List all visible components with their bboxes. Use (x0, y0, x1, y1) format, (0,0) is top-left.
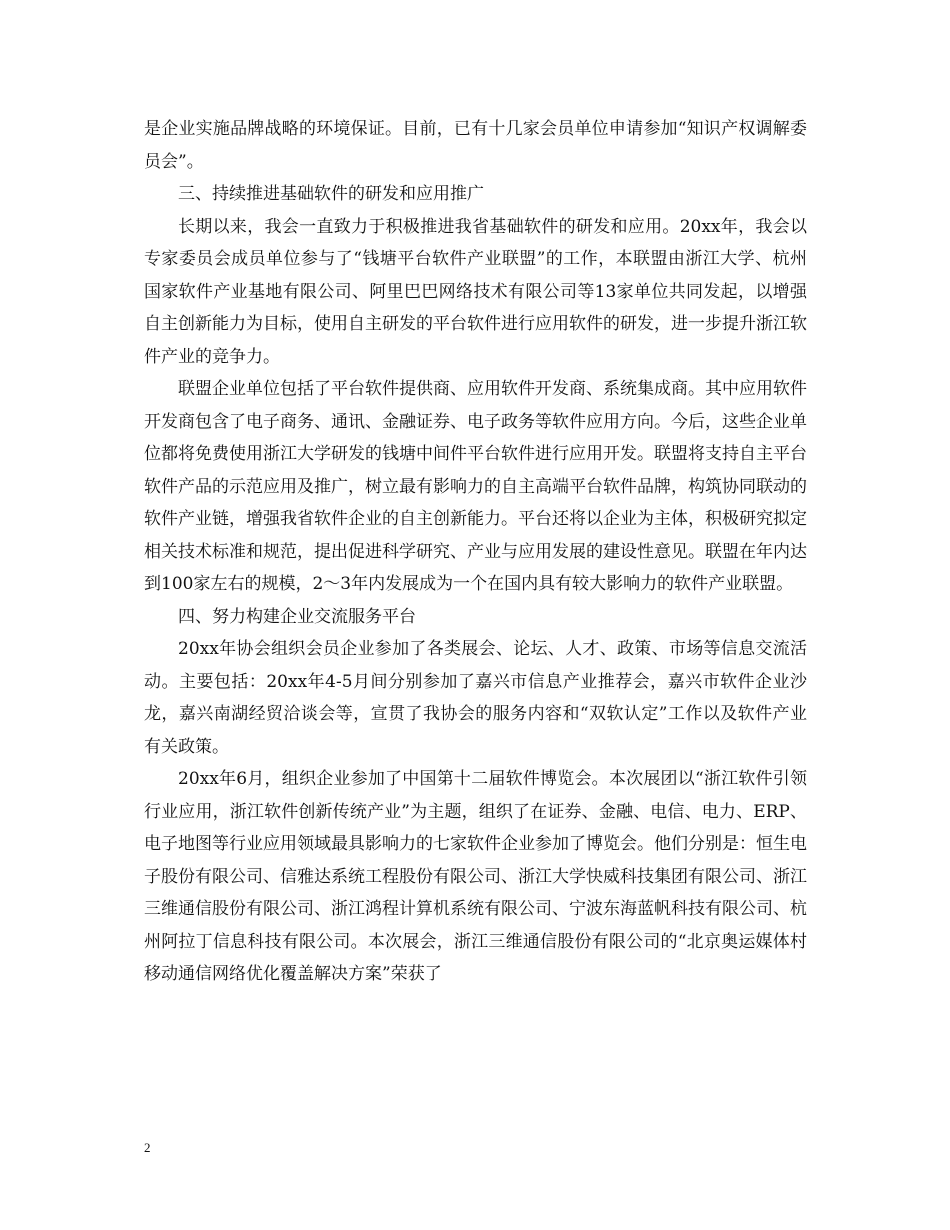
body-paragraph: 20xx年协会组织会员企业参加了各类展会、论坛、人才、政策、市场等信息交流活动。主要包括：20xx年4-5月间分别参加了嘉兴市信息产业推荐会，嘉兴市软件企业沙龙，嘉兴南湖经贸洽谈会等，宣贯了我协会的服务内容和“双软认定”工作以及软件产业有关政策。 (144, 639, 807, 757)
section-heading: 四、努力构建企业交流服务平台 (178, 606, 416, 627)
body-paragraph: 联盟企业单位包括了平台软件提供商、应用软件开发商、系统集成商。其中应用软件开发商包含了电子商务、通讯、金融证券、电子政务等软件应用方向。今后，这些企业单位都将免费使用浙江大学研发的钱塘中间件平台软件进行应用开发。联盟将支持自主平台软件产品的示范应用及推广，树立最有影响力的自主高端平台软件品牌，构筑协同联动的软件产业链，增强我省软件企业的自主创新能力。平台还将以企业为主体，积极研究拟定相关技术标准和规范，提出促进科学研究、产业与应用发展的建设性意见。联盟在年内达到100家左右的规模，2～3年内发展成为一个在国内具有较大影响力的软件产业联盟。 (144, 379, 807, 594)
page-number: 2 (144, 1140, 151, 1155)
body-paragraph: 是企业实施品牌战略的环境保证。目前，已有十几家会员单位申请参加“知识产权调解委员会”。 (144, 119, 807, 172)
body-paragraph: 长期以来，我会一直致力于积极推进我省基础软件的研发和应用。20xx年，我会以专家委员会成员单位参与了“钱塘平台软件产业联盟”的工作，本联盟由浙江大学、杭州国家软件产业基地有限公司、阿里巴巴网络技术有限公司等13家单位共同发起，以增强自主创新能力为目标，使用自主研发的平台软件进行应用软件的研发，进一步提升浙江软件产业的竞争力。 (144, 216, 807, 367)
body-paragraph: 20xx年6月，组织企业参加了中国第十二届软件博览会。本次展团以“浙江软件引领行业应用，浙江软件创新传统产业”为主题，组织了在证券、金融、电信、电力、ERP、电子地图等行业应用领域最具影响力的七家软件企业参加了博览会。他们分别是：恒生电子股份有限公司、信雅达系统工程股份有限公司、浙江大学快威科技集团有限公司、浙江三维通信股份有限公司、浙江鸿程计算机系统有限公司、宁波东海蓝帆科技有限公司、杭州阿拉丁信息科技有限公司。本次展会，浙江三维通信股份有限公司的“北京奥运媒体村移动通信网络优化覆盖解决方案”荣获了 (144, 769, 807, 984)
section-heading: 三、持续推进基础软件的研发和应用推广 (178, 184, 484, 204)
document-body (144, 113, 807, 991)
